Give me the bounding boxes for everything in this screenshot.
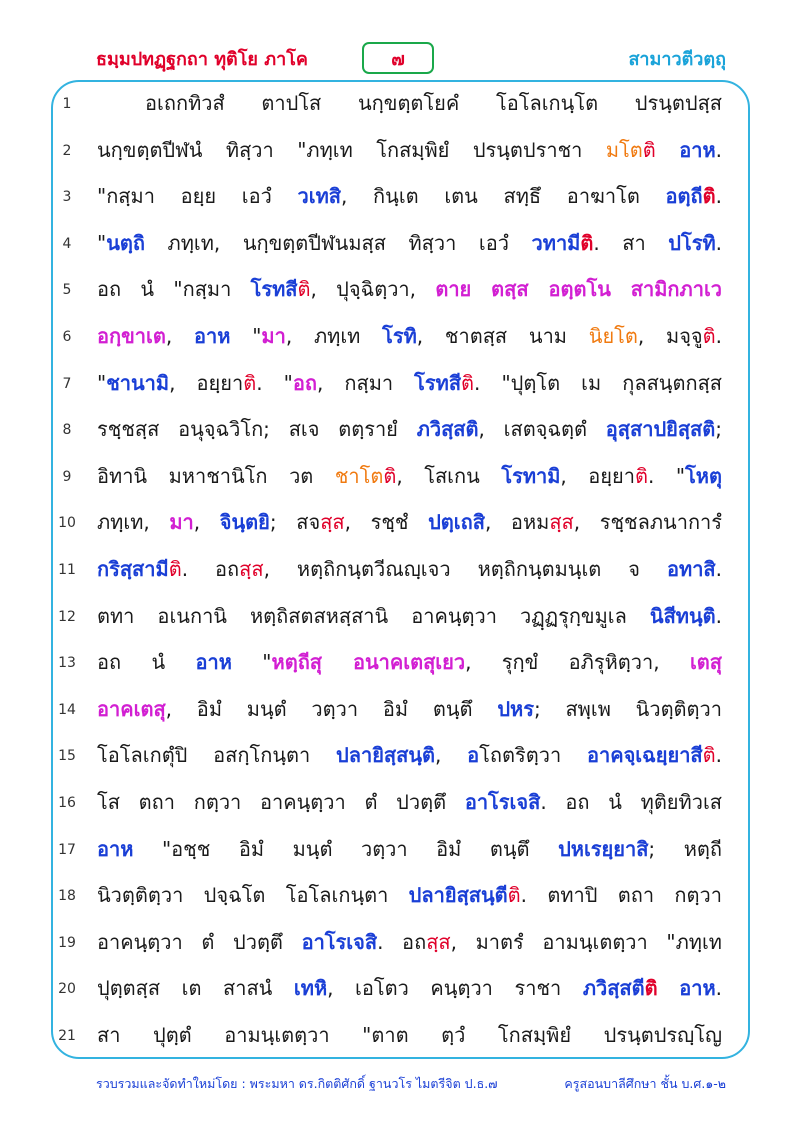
book-title: ธมฺมปทฏฺฐกถา ทุติโย ภาโค: [96, 49, 308, 70]
line-text: [97, 552, 722, 586]
footer-course: ครูสอนบาลีศึกษา ชั้น บ.ศ.๑-๒: [564, 1076, 726, 1091]
highlighted-word: ติ: [297, 277, 311, 302]
text-segment: .: [715, 557, 722, 581]
text-segment: โอโลเกตุํปิ อสกฺโกนฺตา: [97, 743, 337, 768]
text-segment: "อชฺช อิมํ มนฺตํ วตฺวา อิมํ ตนฺตึ: [133, 836, 559, 861]
text-segment: . สา: [593, 230, 669, 255]
text-segment: , โสเกน: [396, 463, 502, 488]
text-segment: .: [715, 324, 722, 348]
line-text: [97, 599, 722, 633]
text-segment: ภทฺเท,: [97, 510, 170, 535]
text-segment: ปุตฺตสฺส เต สาสนํ: [97, 976, 294, 1001]
text-segment: [658, 976, 680, 1000]
highlighted-word: ปโรทิ: [668, 230, 716, 255]
text-line: [0, 455, 800, 502]
line-number: 3: [62, 189, 72, 206]
text-line: [0, 641, 800, 688]
highlighted-word: ภวิสฺสติ: [416, 417, 479, 442]
highlighted-word: จินฺตยิ: [219, 510, 270, 535]
text-segment: . "ปุตฺโต เม กุลสนฺตกสฺส: [474, 370, 722, 395]
text-segment: .: [715, 184, 722, 209]
text-segment: โส ตถา กตฺวา อาคนฺตฺวา ตํ ปวตฺตึ: [97, 790, 465, 814]
text-segment: ,: [165, 324, 194, 348]
highlighted-word: อาโรเจสิ: [464, 790, 541, 814]
text-segment: ตทา อเนกานิ หตฺถิสตสหสฺสานิ อาคนฺตฺวา วฏฺฏรุกฺขมูเล: [97, 603, 650, 628]
highlighted-word: อาห: [194, 324, 231, 348]
text-line: [0, 268, 800, 315]
line-text: [97, 971, 722, 1005]
text-line: [0, 874, 800, 921]
text-segment: . ": [256, 370, 293, 395]
text-segment: , รชฺชํ: [344, 510, 429, 535]
text-line: [0, 1014, 800, 1061]
text-segment: ; หตฺถี: [648, 836, 722, 861]
text-segment: , กินฺเต เตน สทฺธึ อาฆาโต: [341, 184, 666, 209]
text-segment: , หตฺถิกนฺตวีณญฺเจว หตฺถิกนฺตมนฺเต จ: [263, 557, 667, 581]
text-segment: .: [715, 230, 722, 255]
text-segment: สา ปุตฺตํ อามนฺเตตฺวา "ตาต ตฺวํ โกสมฺพิยํ ปรนฺตปรญฺโญ: [97, 1023, 722, 1047]
highlighted-word: โรทสี: [250, 277, 298, 302]
highlighted-word: ติ: [168, 557, 182, 581]
highlighted-word: เตสุ: [689, 650, 722, 675]
line-text: [97, 505, 722, 539]
highlighted-word: ภวิสฺสตี: [582, 976, 645, 1001]
text-segment: , ปุจฺฉิตฺวา,: [310, 277, 436, 302]
highlighted-word: สฺส: [320, 510, 345, 535]
line-number: 8: [62, 422, 72, 439]
highlighted-word: มโต: [605, 137, 643, 162]
footer: [96, 1074, 726, 1094]
highlighted-word: หตฺถีสุ อนาคเตสุเยว: [271, 650, 466, 675]
highlighted-word: ปหเรยฺยาสิ: [558, 836, 649, 861]
line-number: 7: [62, 375, 72, 392]
highlighted-word: สฺส: [239, 557, 264, 581]
line-number: 6: [62, 329, 72, 345]
footer-compiler: รวบรวมและจัดทำใหม่โดย : พระมหา ดร.กิตติศักดิ์ ฐานวโร ไมตรีจิต ป.ธ.๗: [96, 1076, 498, 1091]
text-segment: , อยฺยา: [560, 463, 635, 488]
text-segment: ": [97, 230, 107, 255]
highlighted-word: สฺส: [426, 929, 451, 954]
highlighted-word: ติ: [243, 370, 257, 395]
highlighted-word: อาห: [679, 976, 716, 1001]
text-segment: "กสฺมา อยฺย เอวํ: [97, 184, 298, 209]
text-segment: . อถ: [377, 929, 427, 954]
text-segment: .: [715, 743, 722, 768]
line-text: [97, 785, 722, 819]
line-number: 4: [62, 235, 72, 252]
line-text: [97, 1018, 722, 1052]
text-segment: ภทฺเท, นกฺขตฺตปีฬนมสฺส ทิสฺวา เอวํ: [144, 230, 532, 255]
text-segment: นิวตฺติตฺวา ปจฺฉโต โอโลเกนฺตา: [97, 883, 409, 908]
text-segment: อเถกทิวสํ ตาปโส นกฺขตฺตโยคํ โอโลเกนฺโต ปรนฺตปสฺส: [145, 91, 722, 115]
highlighted-word: โรทามิ: [501, 463, 561, 488]
text-segment: [656, 138, 679, 162]
highlighted-word: อทาสิ: [667, 557, 716, 581]
text-line: [0, 175, 800, 222]
line-number: 20: [58, 981, 76, 998]
text-segment: .: [715, 976, 722, 1001]
text-segment: ; สพฺเพ นิวตฺติตฺวา: [533, 696, 722, 721]
text-line: [0, 548, 800, 595]
highlighted-word: ปตฺเถสิ: [428, 510, 485, 535]
line-text: [97, 645, 722, 679]
text-segment: . อถ นํ ทุติยทิวเส: [540, 790, 722, 814]
line-text: [97, 226, 722, 260]
line-number: 21: [58, 1028, 76, 1044]
text-segment: อาคนฺตฺวา ตํ ปวตฺตึ: [97, 929, 302, 954]
highlighted-word: ติ: [461, 370, 475, 395]
text-segment: อถ นํ: [97, 650, 196, 675]
line-number: 17: [58, 841, 76, 858]
text-segment: ": [97, 370, 107, 395]
text-segment: , กสฺมา: [316, 370, 415, 395]
text-segment: , อหม: [484, 510, 550, 535]
text-segment: , มาตรํ อามนฺเตตฺวา "ภทฺเท: [450, 929, 722, 954]
text-segment: นกฺขตฺตปีฬนํ ทิสฺวา "ภทฺเท โกสมฺพิยํ ปรนฺตปราชา: [97, 137, 606, 162]
line-text: [97, 366, 722, 400]
line-text: [97, 412, 722, 446]
text-segment: . ตทาปิ ตถา กตฺวา: [520, 883, 722, 908]
highlighted-word: ชานามิ: [106, 370, 170, 395]
highlighted-word: ปหร: [497, 696, 534, 721]
story-title: สามาวตีวตฺถุ: [628, 49, 726, 70]
highlighted-word: กริสฺสามี: [97, 557, 169, 581]
highlighted-word: อกฺขาเต: [97, 324, 166, 348]
highlighted-word: อาห: [195, 650, 232, 675]
text-segment: , อิมํ มนฺตํ วตฺวา อิมํ ตนฺตึ: [165, 696, 498, 721]
line-text: [97, 832, 722, 866]
line-text: [97, 179, 722, 213]
text-line: [0, 315, 800, 362]
text-segment: .: [715, 603, 722, 628]
highlighted-word: ติ: [383, 463, 397, 488]
text-line: [0, 129, 800, 176]
line-number: 18: [58, 888, 76, 905]
line-number: 15: [58, 748, 76, 765]
text-segment: อถ นํ "กสฺมา: [97, 277, 251, 302]
highlighted-word: อาห: [679, 137, 716, 162]
highlighted-word: เทหิ: [293, 976, 328, 1001]
highlighted-word: ติ: [702, 184, 716, 209]
highlighted-word: ตาย ตสฺส อตฺตโน สามิกภาเว: [435, 277, 722, 302]
line-number: 1: [62, 96, 72, 112]
text-line: [0, 921, 800, 968]
highlighted-word: อาห: [97, 836, 134, 861]
highlighted-word: วเทสิ: [297, 184, 341, 209]
highlighted-word: อถ: [292, 370, 317, 395]
line-text: [97, 692, 722, 726]
line-number: 2: [62, 142, 72, 159]
text-segment: รชฺชสฺส อนุจฺฉวิโก; สเจ ตตฺรายํ: [97, 417, 417, 442]
highlighted-word: อุสฺสาปยิสฺสติ: [605, 417, 716, 442]
text-line: [0, 688, 800, 735]
line-number: 19: [58, 934, 76, 951]
highlighted-word: วทามี: [531, 230, 581, 255]
highlighted-word: นิยโต: [588, 324, 638, 348]
text-line: [0, 595, 800, 642]
text-segment: , ชาตสฺส นาม: [416, 324, 589, 348]
text-segment: ,: [193, 510, 220, 535]
text-line: [0, 408, 800, 455]
text-segment: , รชฺชลภนาการํ: [573, 510, 722, 535]
text-segment: , เอโตว คนฺตฺวา ราชา: [327, 976, 583, 1001]
line-text: [97, 878, 722, 912]
highlighted-word: นิสีทนฺติ: [649, 603, 716, 628]
highlighted-word: ชาโต: [334, 463, 384, 488]
text-segment: ,: [435, 743, 468, 768]
highlighted-word: โหตุ: [685, 463, 722, 488]
highlighted-word: มา: [169, 510, 194, 535]
text-line: [0, 828, 800, 875]
text-segment: ": [230, 324, 262, 348]
highlighted-word: ติ: [702, 324, 716, 348]
text-line: [0, 362, 800, 409]
highlighted-word: มา: [261, 324, 286, 348]
highlighted-word: อาคจฺเฉยฺยาสี: [586, 743, 703, 768]
highlighted-word: ปลายิสฺสนฺตี: [408, 883, 508, 908]
highlighted-word: โรทสี: [414, 370, 462, 395]
line-text: [97, 319, 722, 353]
line-number: 10: [58, 515, 76, 532]
page-number: ๗: [391, 48, 405, 70]
text-line: [0, 781, 800, 828]
line-number: 12: [58, 608, 76, 625]
highlighted-word: ติ: [507, 883, 521, 908]
text-segment: , ภทฺเท: [285, 324, 383, 348]
text-segment: ; สจ: [269, 510, 321, 535]
line-text: [97, 738, 722, 772]
highlighted-word: อตฺถี: [665, 184, 703, 209]
text-segment: โถตริตฺวา: [479, 743, 587, 768]
line-text: [97, 459, 722, 493]
line-number: 16: [58, 795, 76, 811]
line-number: 11: [58, 562, 76, 578]
line-text: [97, 925, 722, 959]
text-line: [0, 734, 800, 781]
line-number: 13: [58, 655, 76, 672]
highlighted-word: สฺส: [549, 510, 574, 535]
text-segment: ;: [715, 417, 722, 442]
line-number: 14: [58, 701, 76, 718]
highlighted-word: อ: [467, 743, 480, 768]
text-segment: . ": [647, 463, 686, 488]
highlighted-word: อาโรเจสิ: [301, 929, 378, 954]
text-segment: . อถ: [181, 557, 240, 581]
highlighted-word: โรทิ: [382, 324, 417, 348]
text-segment: ": [231, 650, 272, 675]
line-text: [97, 86, 722, 120]
line-number: 5: [62, 282, 72, 299]
highlighted-word: อาคเตสุ: [97, 696, 166, 721]
text-segment: , รุกฺขํ อภิรุหิตฺวา,: [465, 650, 690, 675]
highlighted-word: นตฺถิ: [106, 230, 145, 255]
text-line: [0, 82, 800, 129]
text-segment: , อยฺยา: [169, 370, 244, 395]
text-segment: , เสตจฺฉตฺตํ: [478, 417, 606, 442]
text-line: [0, 501, 800, 548]
text-line: [0, 222, 800, 269]
line-text: [97, 133, 722, 167]
highlighted-word: ติ: [634, 463, 648, 488]
highlighted-word: ติ: [642, 137, 656, 162]
text-segment: อิทานิ มหาชานิโก วต: [97, 463, 335, 488]
highlighted-word: ติ: [644, 976, 658, 1001]
text-line: [0, 967, 800, 1014]
line-number: 9: [62, 468, 72, 485]
page-number-box: [362, 42, 434, 74]
highlighted-word: ปลายิสฺสนฺติ: [336, 743, 435, 768]
highlighted-word: ติ: [702, 743, 716, 768]
text-segment: , มจฺจู: [637, 324, 703, 348]
highlighted-word: ติ: [580, 230, 594, 255]
text-segment: .: [715, 137, 722, 162]
line-text: [97, 272, 722, 306]
